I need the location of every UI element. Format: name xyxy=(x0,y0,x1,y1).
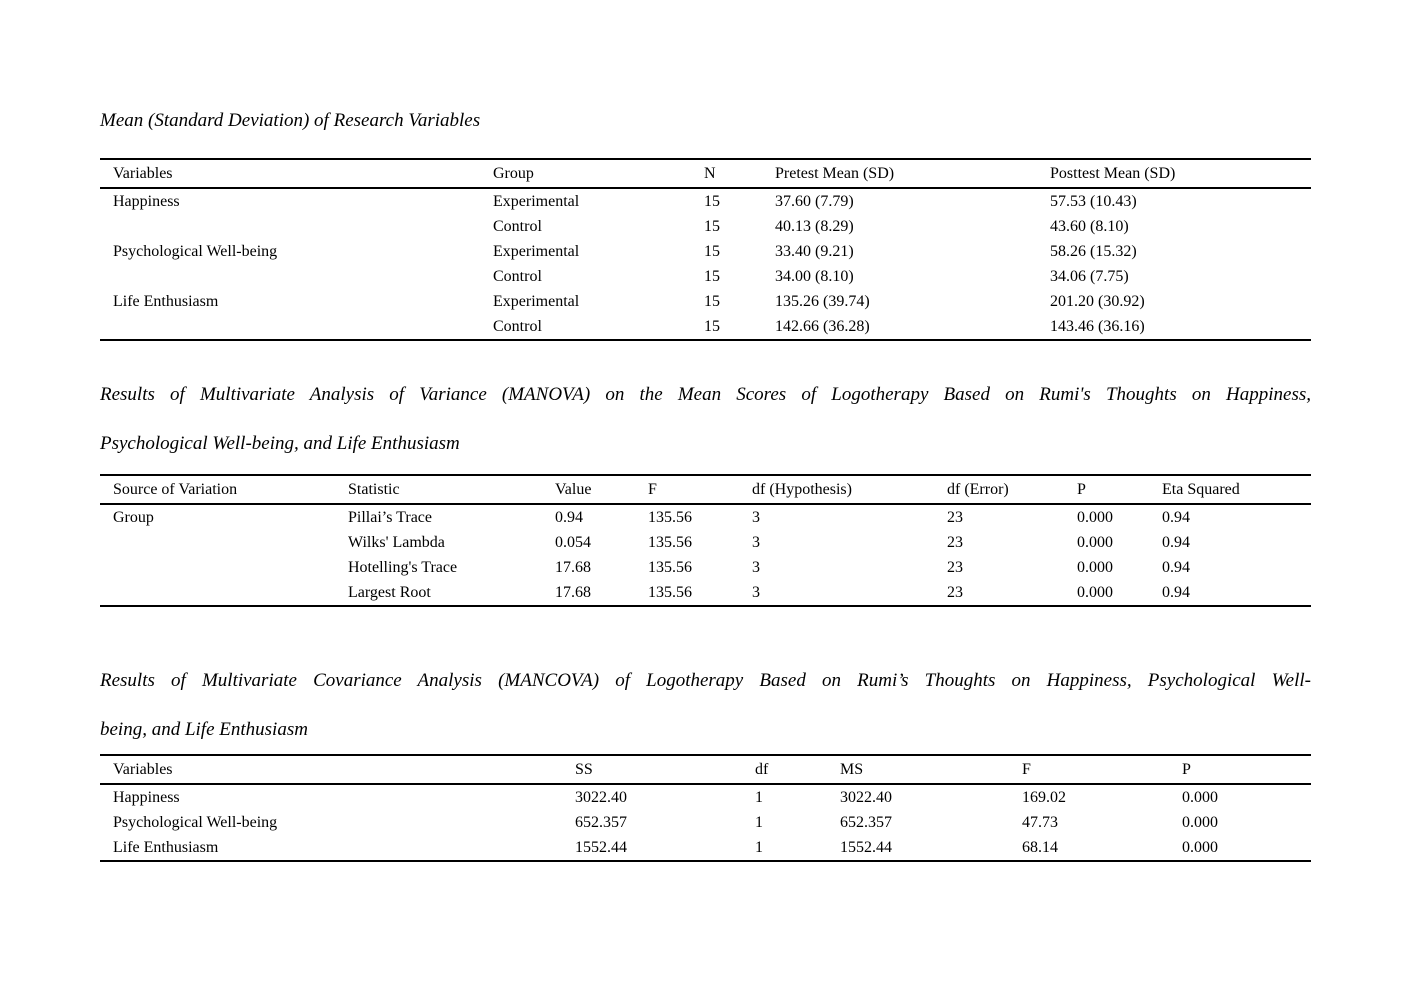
table-cell: Experimental xyxy=(493,242,580,260)
table-cell: 23 xyxy=(947,558,963,576)
table-cell xyxy=(100,314,480,340)
caption-line: Psychological Well-being, and Life Enthusiasm xyxy=(100,433,460,454)
table-cell: 17.68 xyxy=(555,583,591,601)
table-cell: 68.14 xyxy=(1022,838,1058,856)
table-cell: Control xyxy=(493,217,542,235)
table-row xyxy=(100,504,1311,530)
table-cell: 201.20 (30.92) xyxy=(1050,292,1145,310)
table-cell xyxy=(100,580,335,606)
column-header: Variables xyxy=(100,159,480,188)
table-cell: 43.60 (8.10) xyxy=(1050,217,1129,235)
table-cell: 1552.44 xyxy=(840,838,892,856)
table-cell: 0.000 xyxy=(1077,508,1113,526)
table-row xyxy=(100,580,1311,606)
table-cell: 15 xyxy=(704,267,720,285)
table-cell: 135.56 xyxy=(648,533,692,551)
table-row xyxy=(100,188,1311,214)
table-caption-descriptives xyxy=(100,96,1311,145)
column-header: Statistic xyxy=(335,475,542,504)
column-header: P xyxy=(1064,475,1149,504)
section-manova xyxy=(100,370,1311,607)
table-row xyxy=(100,810,1311,835)
table-cell: 143.46 (36.16) xyxy=(1050,317,1145,335)
table-row xyxy=(100,214,1311,239)
table-cell: Control xyxy=(493,267,542,285)
table-cell: 15 xyxy=(704,192,720,210)
table-row xyxy=(100,264,1311,289)
section-descriptives xyxy=(100,96,1311,341)
table-cell: 3 xyxy=(752,533,760,551)
table-cell: 3022.40 xyxy=(840,788,892,806)
table-row xyxy=(100,784,1311,810)
caption-line: Mean (Standard Deviation) of Research Variables xyxy=(100,110,481,131)
header-row xyxy=(100,159,1311,188)
table-manova xyxy=(100,474,1311,607)
table-cell: 0.94 xyxy=(1162,508,1190,526)
column-header: F xyxy=(1009,755,1169,784)
column-header: Source of Variation xyxy=(100,475,335,504)
table-cell: 0.000 xyxy=(1182,838,1218,856)
table-cell: 15 xyxy=(704,292,720,310)
header-row xyxy=(100,475,1311,504)
table-cell: 0.94 xyxy=(1162,583,1190,601)
table-cell: 40.13 (8.29) xyxy=(775,217,854,235)
table-cell: 135.56 xyxy=(648,558,692,576)
table-cell: Life Enthusiasm xyxy=(113,292,219,310)
table-cell: Pillai’s Trace xyxy=(348,508,433,526)
column-header: N xyxy=(691,159,762,188)
table-cell: 135.26 (39.74) xyxy=(775,292,870,310)
section-mancova xyxy=(100,656,1311,862)
table-row xyxy=(100,835,1311,861)
table-cell: 3 xyxy=(752,508,760,526)
table-cell: 0.000 xyxy=(1077,533,1113,551)
column-header: MS xyxy=(827,755,1009,784)
table-cell: 15 xyxy=(704,217,720,235)
table-cell: 3 xyxy=(752,583,760,601)
table-cell: 3 xyxy=(752,558,760,576)
table-cell: 169.02 xyxy=(1022,788,1066,806)
column-header: Posttest Mean (SD) xyxy=(1037,159,1311,188)
table-cell: 33.40 (9.21) xyxy=(775,242,854,260)
table-mancova xyxy=(100,754,1311,862)
table-cell: 15 xyxy=(704,242,720,260)
table-cell: Largest Root xyxy=(348,583,431,601)
table-cell: Life Enthusiasm xyxy=(113,838,219,856)
table-cell xyxy=(100,555,335,580)
column-header: SS xyxy=(562,755,742,784)
caption-line: Results of Multivariate Covariance Analysis (MANCOVA) of Logotherapy Based on Rumi’s Thoughts on Happiness, Psychological Well- xyxy=(100,670,1311,691)
table-cell: 0.054 xyxy=(555,533,591,551)
caption-line: Results of Multivariate Analysis of Variance (MANOVA) on the Mean Scores of Logotherapy Based on Rumi's Thoughts on Happiness, xyxy=(100,384,1311,405)
column-header: P xyxy=(1169,755,1311,784)
table-cell: Wilks' Lambda xyxy=(348,533,445,551)
column-header: Eta Squared xyxy=(1149,475,1311,504)
table-cell: 0.000 xyxy=(1077,583,1113,601)
table-cell: 34.06 (7.75) xyxy=(1050,267,1129,285)
table-cell: Experimental xyxy=(493,292,580,310)
table-row xyxy=(100,530,1311,555)
table-cell: 0.94 xyxy=(1162,533,1190,551)
table-cell: 3022.40 xyxy=(575,788,627,806)
table-cell: 0.94 xyxy=(1162,558,1190,576)
column-header: df (Hypothesis) xyxy=(739,475,934,504)
table-cell: 1 xyxy=(755,838,763,856)
table-cell: 0.94 xyxy=(555,508,583,526)
table-row xyxy=(100,289,1311,314)
table-cell: Happiness xyxy=(113,192,180,210)
column-header: df (Error) xyxy=(934,475,1064,504)
table-cell: 17.68 xyxy=(555,558,591,576)
table-cell: 23 xyxy=(947,583,963,601)
table-cell: Happiness xyxy=(113,788,180,806)
table-cell: 0.000 xyxy=(1182,788,1218,806)
table-descriptives xyxy=(100,158,1311,341)
table-cell: Experimental xyxy=(493,192,580,210)
table-cell: Psychological Well-being xyxy=(113,242,278,260)
table-caption-mancova xyxy=(100,656,1311,754)
table-cell: Psychological Well-being xyxy=(113,813,278,831)
table-cell: 15 xyxy=(704,317,720,335)
table-cell: 142.66 (36.28) xyxy=(775,317,870,335)
table-row xyxy=(100,239,1311,264)
table-cell: 23 xyxy=(947,508,963,526)
column-header: Pretest Mean (SD) xyxy=(762,159,1037,188)
table-cell: 37.60 (7.79) xyxy=(775,192,854,210)
table-cell xyxy=(100,264,480,289)
table-cell: Control xyxy=(493,317,542,335)
table-caption-manova xyxy=(100,370,1311,468)
table-cell: 652.357 xyxy=(840,813,892,831)
table-cell: 1 xyxy=(755,788,763,806)
column-header: F xyxy=(635,475,739,504)
header-row xyxy=(100,755,1311,784)
table-cell: 0.000 xyxy=(1182,813,1218,831)
column-header: Variables xyxy=(100,755,562,784)
table-cell: 0.000 xyxy=(1077,558,1113,576)
table-cell: 135.56 xyxy=(648,508,692,526)
column-header: Group xyxy=(480,159,691,188)
table-cell: 652.357 xyxy=(575,813,627,831)
table-cell xyxy=(100,214,480,239)
table-cell: 34.00 (8.10) xyxy=(775,267,854,285)
table-cell: 1552.44 xyxy=(575,838,627,856)
table-cell: 23 xyxy=(947,533,963,551)
table-cell xyxy=(100,530,335,555)
table-cell: 57.53 (10.43) xyxy=(1050,192,1137,210)
table-cell: Hotelling's Trace xyxy=(348,558,458,576)
caption-line: being, and Life Enthusiasm xyxy=(100,719,308,740)
table-row xyxy=(100,314,1311,340)
table-cell: 135.56 xyxy=(648,583,692,601)
table-row xyxy=(100,555,1311,580)
column-header: Value xyxy=(542,475,635,504)
table-cell: Group xyxy=(113,508,154,526)
column-header: df xyxy=(742,755,827,784)
table-cell: 47.73 xyxy=(1022,813,1058,831)
table-cell: 58.26 (15.32) xyxy=(1050,242,1137,260)
table-cell: 1 xyxy=(755,813,763,831)
